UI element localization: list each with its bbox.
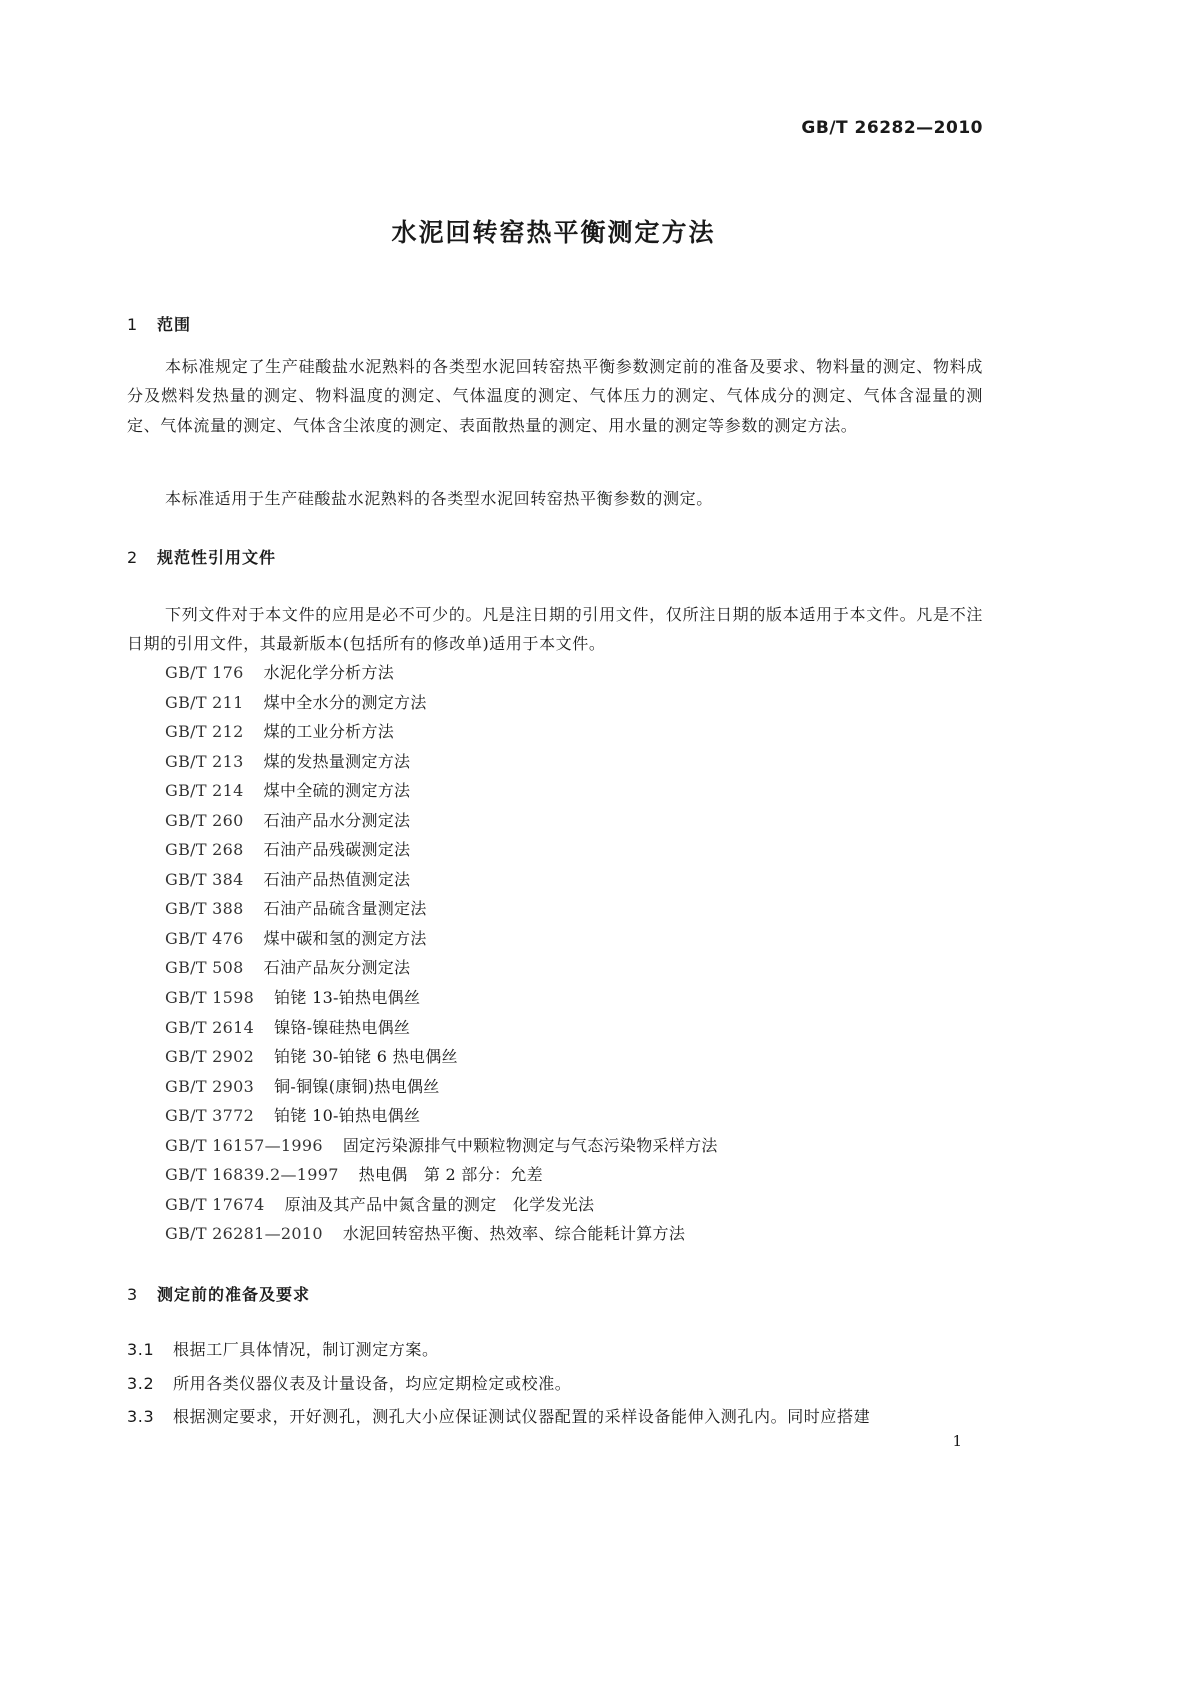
reference-item (165, 806, 718, 836)
clause-number: 3.3 (127, 1407, 155, 1426)
reference-code: GB/T 268 (165, 840, 244, 860)
reference-code: GB/T 3772 (165, 1106, 255, 1126)
clause-number: 3.1 (127, 1340, 155, 1359)
reference-item (165, 1131, 718, 1161)
section-title: 规范性引用文件 (157, 548, 277, 567)
section-number: 3 (127, 1285, 139, 1304)
reference-code: GB/T 476 (165, 928, 244, 948)
reference-item (165, 747, 718, 777)
reference-title: 石油产品硫含量测定法 (263, 899, 427, 919)
reference-title: 煤中全硫的测定方法 (263, 781, 411, 801)
clause-text: 所用各类仪器仪表及计量设备，均应定期检定或校准。 (173, 1374, 572, 1393)
reference-item (165, 1190, 718, 1220)
reference-code: GB/T 211 (165, 692, 244, 712)
reference-item (165, 1101, 718, 1131)
reference-item (165, 1013, 718, 1043)
clause-number: 3.2 (127, 1374, 155, 1393)
reference-item (165, 953, 718, 983)
reference-title: 固定污染源排气中颗粒物测定与气态污染物采样方法 (342, 1135, 718, 1155)
section-1-heading (127, 312, 191, 335)
reference-code: GB/T 16839.2—1997 (165, 1165, 339, 1185)
reference-item (165, 1072, 718, 1102)
reference-item (165, 688, 718, 718)
reference-title: 石油产品热值测定法 (263, 869, 411, 889)
reference-item (165, 1042, 718, 1072)
reference-item (165, 1160, 718, 1190)
document-title: 水泥回转窑热平衡测定方法 (391, 218, 716, 247)
reference-title: 煤的发热量测定方法 (263, 751, 411, 771)
reference-code: GB/T 17674 (165, 1194, 265, 1214)
reference-item (165, 717, 718, 747)
reference-title: 铂铑 10-铂热电偶丝 (274, 1106, 421, 1126)
page-number: 1 (952, 1432, 962, 1450)
reference-code: GB/T 260 (165, 810, 244, 830)
reference-title: 热电偶 第 2 部分：允差 (358, 1165, 543, 1185)
reference-item (165, 1219, 718, 1249)
reference-code: GB/T 1598 (165, 988, 255, 1008)
reference-title: 石油产品水分测定法 (263, 810, 411, 830)
reference-item (165, 983, 718, 1013)
section-number: 1 (127, 315, 139, 334)
references-intro: 下列文件对于本文件的应用是必不可少的。凡是注日期的引用文件，仅所注日期的版本适用于本文件。凡是不注日期的引用文件，其最新版本(包括所有的修改单)适用于本文件。 (127, 605, 983, 654)
clause-3-3 (127, 1404, 987, 1427)
section-2-heading (127, 545, 276, 568)
reference-code: GB/T 16157—1996 (165, 1135, 323, 1155)
reference-code: GB/T 388 (165, 899, 244, 919)
reference-code: GB/T 2903 (165, 1076, 255, 1096)
reference-title: 煤中碳和氢的测定方法 (263, 928, 427, 948)
reference-title: 石油产品残碳测定法 (263, 840, 411, 860)
reference-code: GB/T 176 (165, 663, 244, 682)
section-3-heading (127, 1282, 310, 1305)
reference-title: 水泥化学分析方法 (263, 663, 395, 682)
reference-code: GB/T 213 (165, 751, 244, 771)
reference-code: GB/T 212 (165, 722, 244, 742)
section-title: 范围 (157, 315, 192, 334)
reference-title: 镍铬-镍硅热电偶丝 (274, 1017, 411, 1037)
reference-title: 铂铑 30-铂铑 6 热电偶丝 (274, 1047, 458, 1067)
scope-paragraph-2: 本标准适用于生产硅酸盐水泥熟料的各类型水泥回转窑热平衡参数的测定。 (165, 489, 713, 508)
reference-title: 水泥回转窑热平衡、热效率、综合能耗计算方法 (342, 1224, 686, 1244)
reference-code: GB/T 2614 (165, 1017, 255, 1037)
reference-item (165, 924, 718, 954)
clause-text: 根据工厂具体情况，制订测定方案。 (173, 1340, 439, 1359)
section-title: 测定前的准备及要求 (157, 1285, 311, 1304)
reference-title: 铂铑 13-铂热电偶丝 (274, 988, 421, 1008)
standard-code: GB/T 26282—2010 (801, 118, 983, 138)
scope-paragraph-1: 本标准规定了生产硅酸盐水泥熟料的各类型水泥回转窑热平衡参数测定前的准备及要求、物料量的测定、物料成分及燃料发热量的测定、物料温度的测定、气体温度的测定、气体压力的测定、气体成分的测定、气体含湿量的测定、气体流量的测定、气体含尘浓度的测定、表面散热量的测定、用水量的测定等参数的测定方法。 (127, 357, 983, 435)
reference-list (165, 658, 718, 1249)
reference-code: GB/T 384 (165, 869, 244, 889)
reference-title: 煤中全水分的测定方法 (263, 692, 427, 712)
reference-item (165, 865, 718, 895)
reference-title: 原油及其产品中氮含量的测定 化学发光法 (284, 1194, 595, 1214)
reference-code: GB/T 26281—2010 (165, 1224, 323, 1244)
reference-item (165, 776, 718, 806)
reference-item (165, 658, 718, 688)
reference-title: 铜-铜镍(康铜)热电偶丝 (274, 1076, 440, 1096)
reference-code: GB/T 214 (165, 781, 244, 801)
clause-3-2 (127, 1371, 987, 1394)
reference-title: 煤的工业分析方法 (263, 722, 395, 742)
reference-item (165, 835, 718, 865)
reference-title: 石油产品灰分测定法 (263, 958, 411, 978)
clause-3-1 (127, 1337, 987, 1360)
clause-text: 根据测定要求，开好测孔，测孔大小应保证测试仪器配置的采样设备能伸入测孔内。同时应搭建 (173, 1407, 871, 1426)
reference-code: GB/T 2902 (165, 1047, 255, 1067)
reference-code: GB/T 508 (165, 958, 244, 978)
reference-item (165, 894, 718, 924)
section-number: 2 (127, 548, 139, 567)
